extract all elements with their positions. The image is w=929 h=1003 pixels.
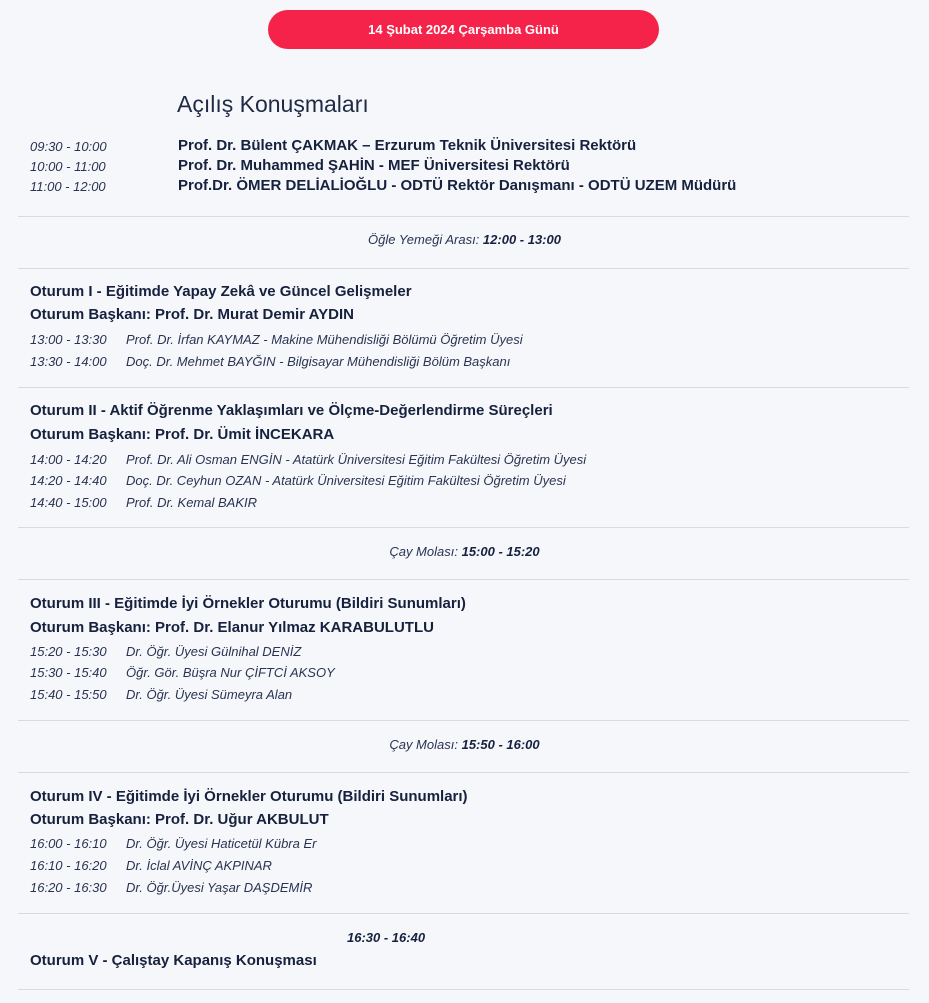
lunch-break	[0, 232, 929, 247]
session-speaker: Prof. Dr. İrfan KAYMAZ - Makine Mühendisliği Bölümü Öğretim Üyesi	[126, 332, 523, 347]
session-row	[30, 880, 312, 895]
break-label: Çay Molası:	[389, 544, 458, 559]
break-time: 15:00 - 15:20	[461, 544, 540, 559]
session-row	[30, 473, 566, 488]
section-divider	[18, 216, 909, 217]
session-chair: Oturum Başkanı: Prof. Dr. Murat Demir AYDIN	[30, 306, 354, 323]
section-divider	[18, 989, 909, 990]
section-divider	[18, 387, 909, 388]
session-speaker: Dr. İclal AVİNÇ AKPINAR	[126, 858, 272, 873]
session-speaker: Dr. Öğr. Üyesi Gülnihal DENİZ	[126, 644, 302, 659]
session-time: 13:30 - 14:00	[30, 354, 107, 369]
closing-title: Oturum V - Çalıştay Kapanış Konuşması	[30, 952, 317, 969]
opening-speaker: Prof.Dr. ÖMER DELİALİOĞLU - ODTÜ Rektör Danışmanı - ODTÜ UZEM Müdürü	[178, 177, 737, 194]
section-divider	[18, 268, 909, 269]
session-title: Oturum I - Eğitimde Yapay Zekâ ve Güncel Gelişmeler	[30, 283, 412, 300]
opening-speaker: Prof. Dr. Muhammed ŞAHİN - MEF Üniversitesi Rektörü	[178, 157, 570, 174]
session-time: 16:00 - 16:10	[30, 836, 107, 851]
section-divider	[18, 913, 909, 914]
session-title: Oturum III - Eğitimde İyi Örnekler Oturumu (Bildiri Sunumları)	[30, 595, 466, 612]
session-row	[30, 687, 292, 702]
tea-break	[0, 544, 929, 559]
session-row	[30, 665, 335, 680]
session-row	[30, 332, 523, 347]
session-row	[30, 452, 586, 467]
session-time: 16:10 - 16:20	[30, 858, 107, 873]
session-title: Oturum IV - Eğitimde İyi Örnekler Oturumu (Bildiri Sunumları)	[30, 788, 468, 805]
session-row	[30, 644, 301, 659]
closing-time: 16:30 - 16:40	[347, 930, 426, 945]
session-speaker: Dr. Öğr. Üyesi Haticetül Kübra Er	[126, 836, 317, 851]
session-time: 16:20 - 16:30	[30, 880, 107, 895]
section-divider	[18, 772, 909, 773]
session-chair: Oturum Başkanı: Prof. Dr. Uğur AKBULUT	[30, 811, 329, 828]
session-time: 13:00 - 13:30	[30, 332, 107, 347]
session-time: 15:20 - 15:30	[30, 644, 107, 659]
session-speaker: Doç. Dr. Ceyhun OZAN - Atatürk Üniversitesi Eğitim Fakültesi Öğretim Üyesi	[126, 473, 566, 488]
session-time: 15:40 - 15:50	[30, 687, 107, 702]
session-speaker: Prof. Dr. Ali Osman ENGİN - Atatürk Üniversitesi Eğitim Fakültesi Öğretim Üyesi	[126, 452, 587, 467]
session-row	[30, 495, 257, 510]
break-label: Çay Molası:	[389, 737, 458, 752]
section-divider	[18, 579, 909, 580]
session-time: 14:20 - 14:40	[30, 473, 107, 488]
session-row	[30, 858, 272, 873]
session-speaker: Öğr. Gör. Büşra Nur ÇİFTCİ AKSOY	[126, 665, 335, 680]
date-banner	[268, 10, 659, 49]
session-speaker: Prof. Dr. Kemal BAKIR	[126, 495, 257, 510]
session-speaker: Dr. Öğr. Üyesi Sümeyra Alan	[126, 687, 293, 702]
date-label: 14 Şubat 2024 Çarşamba Günü	[368, 22, 559, 37]
section-divider	[18, 527, 909, 528]
session-speaker: Doç. Dr. Mehmet BAYĞIN - Bilgisayar Mühendisliği Bölüm Başkanı	[126, 354, 511, 369]
opening-time: 10:00 - 11:00	[30, 159, 106, 174]
opening-time: 09:30 - 10:00	[30, 139, 107, 154]
session-row	[30, 836, 316, 851]
session-chair: Oturum Başkanı: Prof. Dr. Elanur Yılmaz KARABULUTLU	[30, 619, 434, 636]
session-chair: Oturum Başkanı: Prof. Dr. Ümit İNCEKARA	[30, 426, 335, 443]
session-title: Oturum II - Aktif Öğrenme Yaklaşımları ve Ölçme-Değerlendirme Süreçleri	[30, 402, 553, 419]
session-time: 14:00 - 14:20	[30, 452, 107, 467]
session-speaker: Dr. Öğr.Üyesi Yaşar DAŞDEMİR	[126, 880, 313, 895]
session-row	[30, 354, 510, 369]
opening-speaker: Prof. Dr. Bülent ÇAKMAK – Erzurum Teknik Üniversitesi Rektörü	[178, 137, 637, 154]
break-label: Öğle Yemeği Arası:	[368, 232, 480, 247]
opening-time: 11:00 - 12:00	[30, 179, 106, 194]
section-divider	[18, 720, 909, 721]
session-time: 14:40 - 15:00	[30, 495, 107, 510]
break-time: 15:50 - 16:00	[461, 737, 540, 752]
session-time: 15:30 - 15:40	[30, 665, 107, 680]
opening-title: Açılış Konuşmaları	[177, 91, 369, 117]
tea-break	[0, 737, 929, 752]
break-time: 12:00 - 13:00	[482, 232, 561, 247]
